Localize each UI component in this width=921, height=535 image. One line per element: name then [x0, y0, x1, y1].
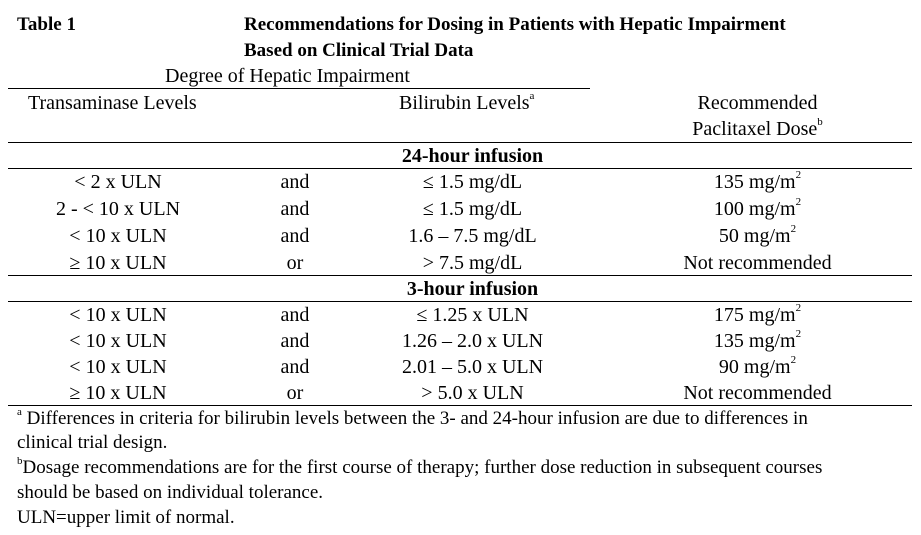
cell-dose: Not recommended: [683, 252, 832, 274]
table-title-line1: Recommendations for Dosing in Patients with Hepatic Impairment: [244, 14, 786, 35]
cell-dose: 100 $mg/m^2$: [713, 196, 802, 220]
section-rule-24h: [8, 168, 912, 169]
cell-transaminase: < 10 x ULN: [69, 225, 167, 247]
header-transaminase: Transaminase Levels: [28, 92, 197, 114]
cell-transaminase: < 10 x ULN: [69, 330, 167, 352]
section-title-3h: 3-hour infusion: [406, 278, 539, 300]
table-title-line2: Based on Clinical Trial Data: [244, 40, 474, 61]
section-rule-3h: [8, 301, 912, 302]
section-title-24h: 24-hour infusion: [401, 145, 544, 167]
cell-transaminase: < 10 x ULN: [69, 356, 167, 378]
footnote-b-line2: should be based on individual tolerance.: [17, 482, 324, 503]
cell-conjunction: and: [280, 356, 310, 378]
header-dose-line2: Paclitaxel Dose$^b$: [692, 116, 823, 140]
group-header-rule: [8, 88, 590, 89]
cell-conjunction: or: [286, 252, 304, 274]
cell-conjunction: and: [280, 225, 310, 247]
footnote-b-line1: $^b$Dosage recommendations are for the first course of therapy; further dose reduction in subsequent courses: [17, 455, 823, 478]
cell-dose: 135 $mg/m^2$: [713, 169, 802, 193]
cell-transaminase: ≥ 10 x ULN: [69, 382, 167, 404]
header-bilirubin: Bilirubin Levels$^a$: [399, 90, 535, 114]
cell-transaminase: < 10 x ULN: [69, 304, 167, 326]
cell-bilirubin: ≤ 1.5 mg/dL: [422, 198, 523, 220]
section-divider-rule: [8, 275, 912, 276]
footnote-a-line2: clinical trial design.: [17, 432, 168, 453]
cell-dose: 90 $mg/m^2$: [718, 354, 797, 378]
header-dose-line1: Recommended: [697, 92, 818, 114]
cell-bilirubin: > 7.5 mg/dL: [422, 252, 523, 274]
table-label: Table 1: [17, 14, 76, 35]
cell-bilirubin: ≤ 1.5 mg/dL: [422, 171, 523, 193]
table-row: [0, 356, 921, 382]
cell-bilirubin: 1.26 – 2.0 x ULN: [401, 330, 544, 352]
table-bottom-rule: [8, 405, 912, 406]
cell-bilirubin: 2.01 – 5.0 x ULN: [401, 356, 544, 378]
group-header: Degree of Hepatic Impairment: [165, 65, 410, 87]
table-row: [0, 198, 921, 224]
table-row: [0, 330, 921, 356]
footnote-a-line1: $^a$ Differences in criteria for bilirubin levels between the 3- and 24-hour infusion are due to differences in: [17, 406, 808, 429]
cell-transaminase: < 2 x ULN: [74, 171, 162, 193]
table-row: [0, 171, 921, 197]
cell-conjunction: and: [280, 304, 310, 326]
cell-dose: 175 $mg/m^2$: [713, 302, 802, 326]
cell-bilirubin: ≤ 1.25 x ULN: [416, 304, 529, 326]
cell-bilirubin: > 5.0 x ULN: [421, 382, 524, 404]
cell-conjunction: or: [286, 382, 304, 404]
cell-bilirubin: 1.6 – 7.5 mg/dL: [408, 225, 537, 247]
cell-transaminase: 2 - < 10 x ULN: [55, 198, 181, 220]
footnote-uln: ULN=upper limit of normal.: [17, 507, 235, 528]
table-row: [0, 225, 921, 251]
cell-conjunction: and: [280, 330, 310, 352]
cell-dose: Not recommended: [683, 382, 832, 404]
table-row: [0, 304, 921, 330]
header-bottom-rule: [8, 142, 912, 143]
cell-transaminase: ≥ 10 x ULN: [69, 252, 167, 274]
cell-dose: 135 $mg/m^2$: [713, 328, 802, 352]
cell-conjunction: and: [280, 171, 310, 193]
cell-conjunction: and: [280, 198, 310, 220]
cell-dose: 50 $mg/m^2$: [718, 223, 797, 247]
